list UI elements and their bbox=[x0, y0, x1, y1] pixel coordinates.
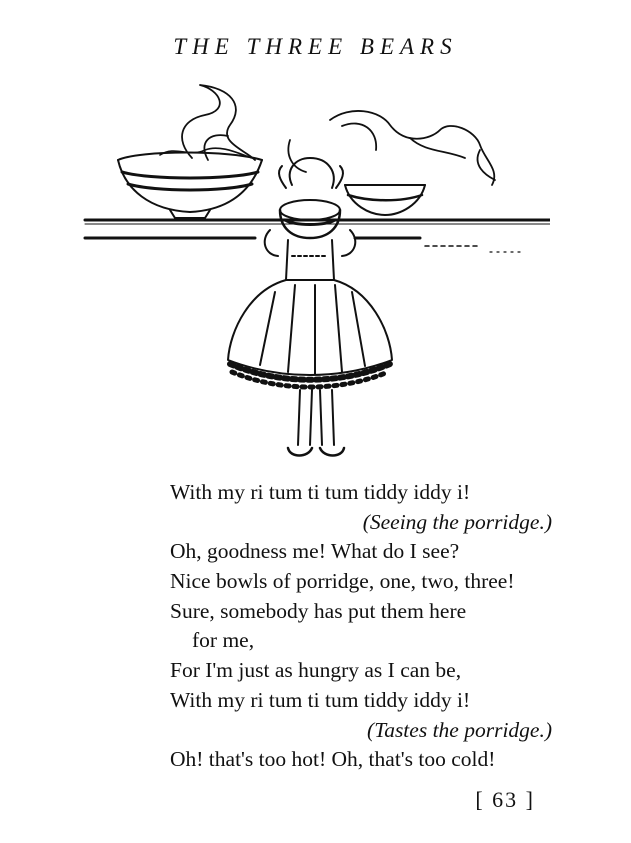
steam-wisps bbox=[182, 85, 495, 185]
girl-figure bbox=[228, 158, 392, 456]
verse-line: With my ri tum ti tum tiddy iddy i! bbox=[170, 687, 471, 712]
verse-line-continuation: for me, bbox=[192, 628, 255, 653]
verse-line: With my ri tum ti tum tiddy iddy i! bbox=[170, 480, 471, 504]
verse-line: Oh, goodness me! What do I see? bbox=[170, 539, 460, 564]
verse-block bbox=[170, 478, 560, 775]
stage-direction: (Tastes the porridge.) bbox=[367, 717, 552, 742]
verse-line: Sure, somebody has put them here bbox=[170, 598, 467, 623]
verse-line: Nice bowls of porridge, one, two, three! bbox=[170, 569, 515, 594]
running-head: THE THREE BEARS bbox=[173, 34, 458, 59]
large-bowl bbox=[118, 148, 262, 218]
verse-line: For I'm just as hungry as I can be, bbox=[170, 658, 462, 683]
girl-tasting-porridge-illustration bbox=[80, 80, 550, 480]
page-number: [ 63 ] bbox=[475, 787, 535, 812]
medium-bowl bbox=[345, 185, 425, 215]
verse-line: Oh! that's too hot! Oh, that's too cold! bbox=[170, 747, 496, 772]
stage-direction: (Seeing the porridge.) bbox=[362, 509, 552, 534]
